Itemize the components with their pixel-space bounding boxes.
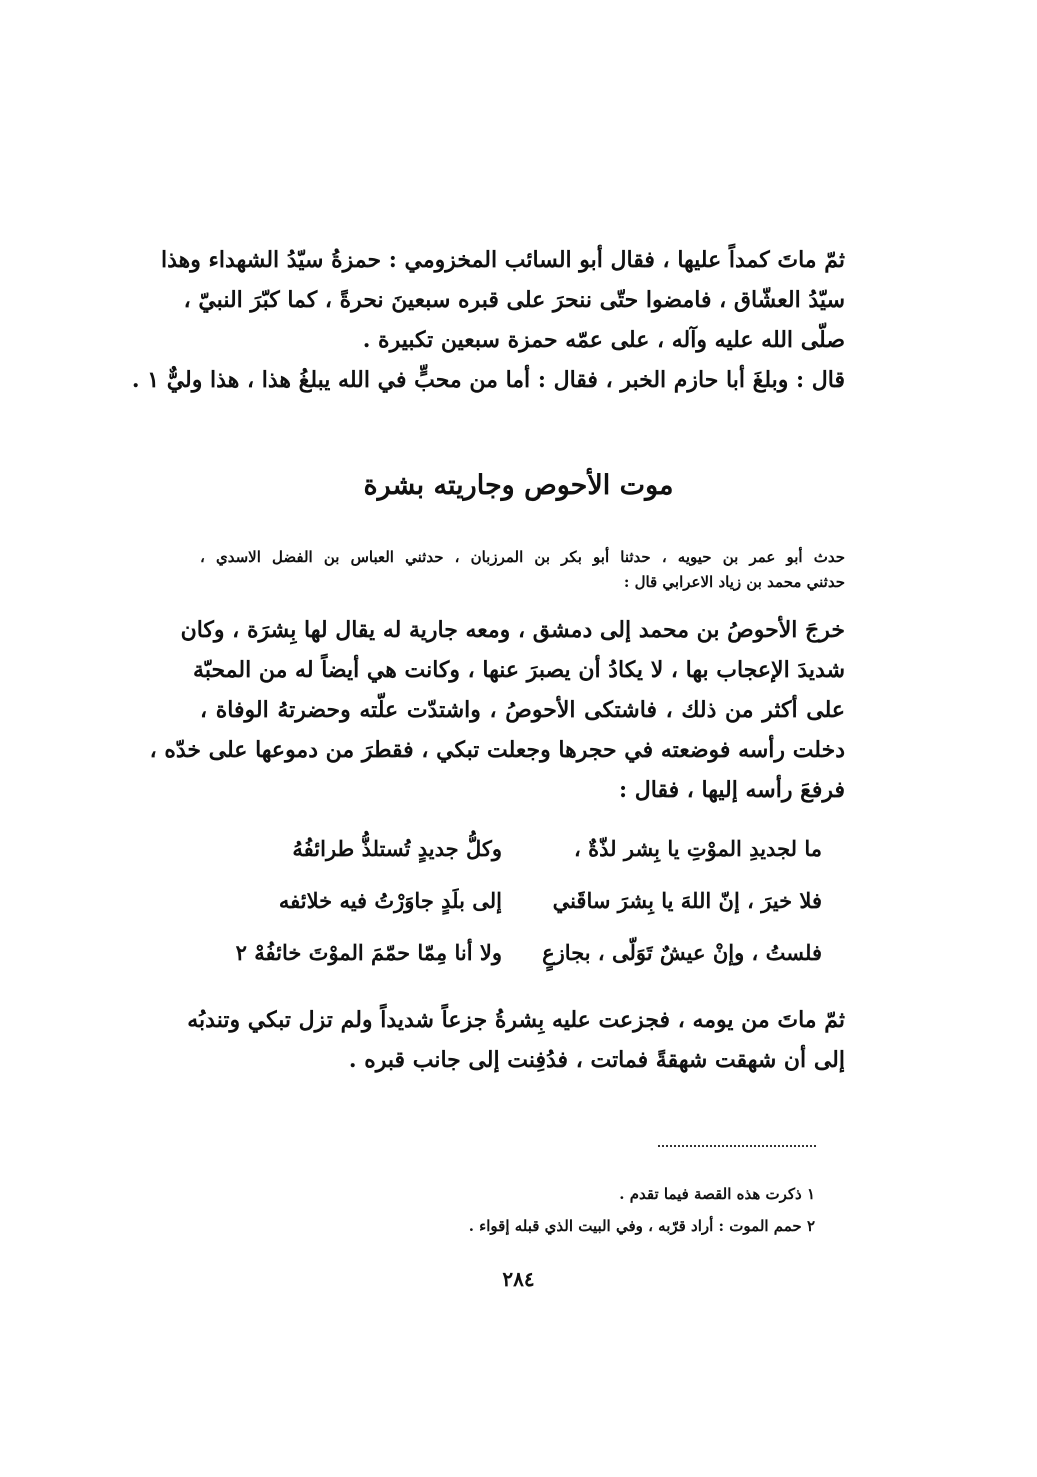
footnote-divider [658,1145,816,1147]
intro-paragraph [131,240,845,400]
footnote-item: ١ ذكرت هذه القصة فيما تقدم . [619,1185,815,1203]
intro-line: سيّدُ العشّاق ، فامضوا حتّى ننحرَ على قبره سبعينَ نحرةً ، كما كبّرَ النبيّ ، [183,287,845,313]
isnad-line: حدثني محمد بن زياد الاعرابي قال : [623,573,845,591]
verse-first-hemistich: فلا خيرَ ، إنّ اللهَ يا بِشرَ ساقَني [552,887,822,913]
verse-first-hemistich: ما لجديدِ الموْتِ يا بِشر لذّةٌ ، [574,835,822,861]
poem-verse [212,926,822,978]
footnotes [215,1178,815,1242]
story-line: خرجَ الأحوصُ بن محمد إلى دمشق ، ومعه جارية له يقال لها بِشرَة ، وكان [180,617,845,643]
poem [212,822,822,978]
poem-verse [212,822,822,874]
closing-paragraph [187,1000,845,1080]
closing-line: إلى أن شهقت شهقةً فماتت ، فدُفِنت إلى جانب قبره . [348,1047,845,1073]
section-title: موت الأحوص وجاريته بشرة [363,470,674,501]
footnote-item: ٢ حمم الموت : أراد قرّبه ، وفي البيت الذي قبله إقواء . [468,1217,815,1235]
verse-second-hemistich: إلى بلَدٍ جاوَرْتُ فيه خلائفه [278,887,502,913]
intro-line: صلّى الله عليه وآله ، على عمّه حمزة سبعين تكبيرة . [362,327,845,353]
closing-line: ثمّ ماتَ من يومه ، فجزعت عليه بِشرةُ جزعاً شديداً ولم تزل تبكي وتندبُه [187,1007,845,1033]
story-line: على أكثر من ذلك ، فاشتكى الأحوصُ ، واشتدّت علّته وحضرتهُ الوفاة ، [200,697,845,723]
story-paragraph [149,610,845,810]
poem-verse [212,874,822,926]
verse-second-hemistich: ولا أنا مِمّا حمّمَ الموْتَ خائفُهْ ٢ [235,939,502,965]
intro-line: قال : وبلغَ أبا حازم الخبر ، فقال : أما من محبٍّ في الله يبلغُ هذا ، هذا وليٌّ ١ . [131,367,845,393]
story-line: دخلت رأسه فوضعته في حجرها وجعلت تبكي ، فقطرَ من دموعها على خدّه ، [149,737,845,763]
page-number: ٢٨٤ [502,1267,535,1291]
isnad-chain [200,545,845,595]
story-line: فرفعَ رأسه إليها ، فقال : [619,777,845,803]
verse-second-hemistich: وكلُّ جديدٍ تُستلذُّ طرائفُهُ [292,835,502,861]
isnad-line: حدث أبو عمر بن حيويه ، حدثنا أبو بكر بن المرزبان ، حدثني العباس بن الفضل الاسدي ، [200,548,845,566]
intro-line: ثمّ ماتَ كمداً عليها ، فقال أبو السائب المخزومي : حمزةُ سيّدُ الشهداء وهذا [161,247,845,273]
story-line: شديدَ الإعجاب بها ، لا يكادُ أن يصبرَ عنها ، وكانت هي أيضاً له من المحبّة [193,657,845,683]
verse-first-hemistich: فلستُ ، وإنْ عيشٌ تَوَلّى ، بجازعٍ [542,939,822,965]
